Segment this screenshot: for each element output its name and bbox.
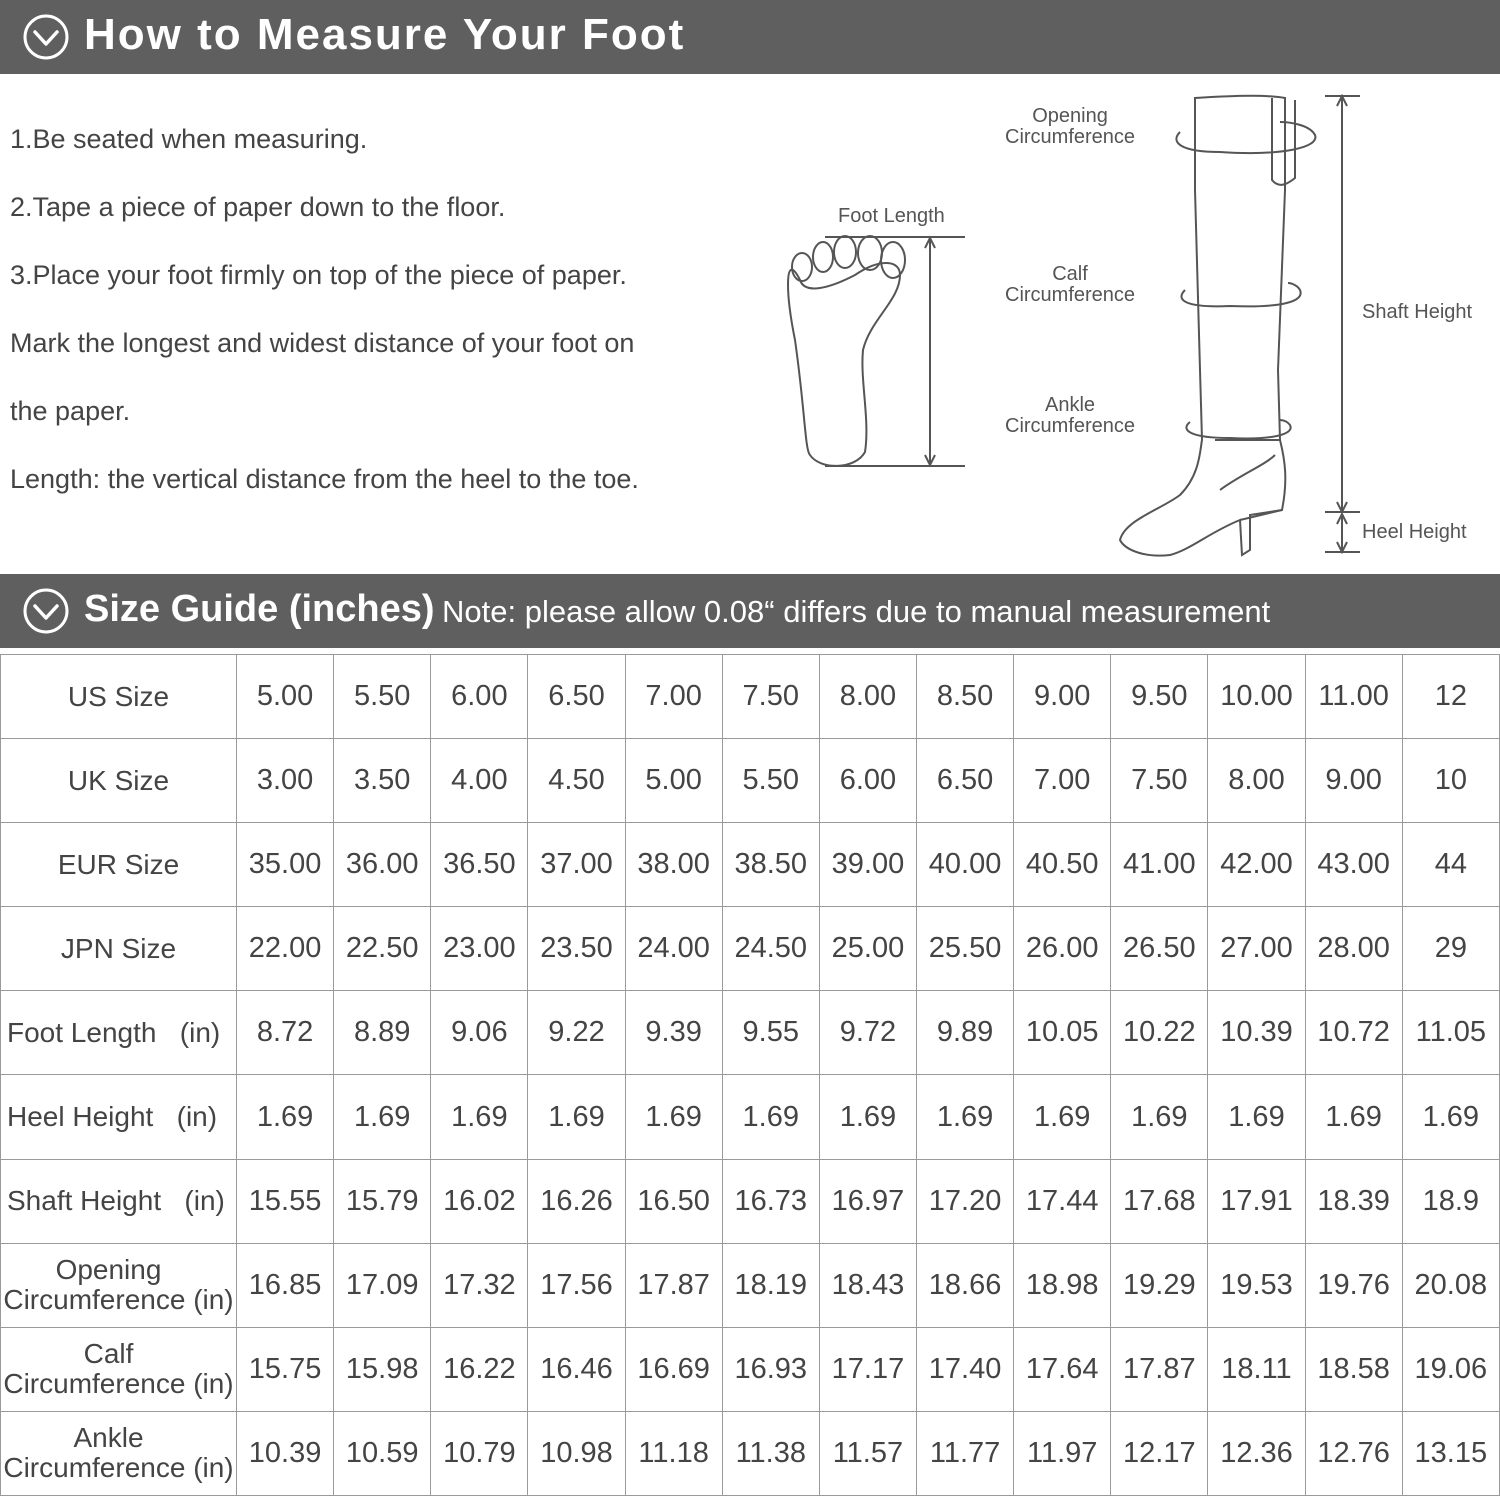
table-cell: 25.00: [819, 907, 916, 991]
table-row: [1, 1327, 1500, 1411]
row-header: UK Size: [1, 739, 237, 823]
table-cell: 17.09: [334, 1243, 431, 1327]
row-header-line1: Calf: [83, 1338, 134, 1370]
table-cell: 5.50: [334, 655, 431, 739]
table-cell: 10.72: [1305, 991, 1402, 1075]
table-cell: 16.26: [528, 1159, 625, 1243]
table-cell: 9.89: [916, 991, 1013, 1075]
table-cell: 35.00: [237, 823, 334, 907]
table-cell: 9.50: [1111, 655, 1208, 739]
table-cell: 1.69: [431, 1075, 528, 1159]
table-cell: 6.50: [916, 739, 1013, 823]
table-cell: 10.98: [528, 1411, 625, 1495]
table-cell: 10.05: [1014, 991, 1111, 1075]
table-cell: 11.05: [1402, 991, 1499, 1075]
table-cell: 19.76: [1305, 1243, 1402, 1327]
table-cell: 7.50: [722, 655, 819, 739]
row-header: [1, 1411, 237, 1495]
table-cell: 1.69: [916, 1075, 1013, 1159]
table-cell: 37.00: [528, 823, 625, 907]
table-cell: 11.77: [916, 1411, 1013, 1495]
table-cell: 44: [1402, 823, 1499, 907]
table-cell: 22.00: [237, 907, 334, 991]
table-cell: 1.69: [625, 1075, 722, 1159]
table-cell: 15.79: [334, 1159, 431, 1243]
chevron-down-circle-icon: [22, 13, 70, 61]
table-cell: 18.9: [1402, 1159, 1499, 1243]
row-header: US Size: [1, 655, 237, 739]
calf-label-line2: Circumference: [1005, 284, 1136, 306]
table-cell: 6.00: [819, 739, 916, 823]
table-cell: 9.22: [528, 991, 625, 1075]
table-cell: 17.91: [1208, 1159, 1305, 1243]
foot-boot-illustration: [760, 80, 1500, 570]
calf-label-line1: Calf: [1052, 263, 1088, 285]
table-cell: 8.00: [819, 655, 916, 739]
size-table: [0, 654, 1500, 1496]
table-cell: 43.00: [1305, 823, 1402, 907]
foot-length-label: Foot Length: [838, 205, 945, 227]
table-cell: 19.29: [1111, 1243, 1208, 1327]
table-cell: 24.50: [722, 907, 819, 991]
table-cell: 10.22: [1111, 991, 1208, 1075]
row-header: Foot Length (in): [1, 991, 237, 1075]
table-cell: 5.50: [722, 739, 819, 823]
table-cell: 1.69: [334, 1075, 431, 1159]
table-cell: 1.69: [1208, 1075, 1305, 1159]
table-cell: 19.53: [1208, 1243, 1305, 1327]
table-cell: 9.55: [722, 991, 819, 1075]
instruction-item: 1.Be seated when measuring.: [10, 124, 368, 154]
table-cell: 9.39: [625, 991, 722, 1075]
row-header: Heel Height (in): [1, 1075, 237, 1159]
table-cell: 17.17: [819, 1327, 916, 1411]
instruction-item: Mark the longest and widest distance of your foot on: [10, 328, 635, 358]
size-guide-note: Note: please allow 0.08“ differs due to manual measurement: [442, 594, 1271, 629]
table-cell: 18.66: [916, 1243, 1013, 1327]
row-header: JPN Size: [1, 907, 237, 991]
table-cell: 16.97: [819, 1159, 916, 1243]
opening-label-line1: Opening: [1032, 105, 1108, 127]
table-cell: 1.69: [237, 1075, 334, 1159]
table-cell: 8.89: [334, 991, 431, 1075]
table-row: [1, 1159, 1500, 1243]
table-cell: 16.46: [528, 1327, 625, 1411]
table-cell: 1.69: [1305, 1075, 1402, 1159]
table-cell: 38.50: [722, 823, 819, 907]
instruction-item: the paper.: [10, 396, 131, 426]
table-cell: 22.50: [334, 907, 431, 991]
table-cell: 40.50: [1014, 823, 1111, 907]
table-cell: 15.55: [237, 1159, 334, 1243]
size-guide-title: Size Guide (inches): [84, 588, 435, 630]
row-header-line1: Ankle: [73, 1422, 144, 1454]
table-cell: 12.36: [1208, 1411, 1305, 1495]
opening-label-line2: Circumference: [1005, 126, 1136, 148]
table-row: [1, 739, 1500, 823]
table-cell: 12.17: [1111, 1411, 1208, 1495]
table-cell: 4.00: [431, 739, 528, 823]
table-row: [1, 1075, 1500, 1159]
table-cell: 17.44: [1014, 1159, 1111, 1243]
table-cell: 18.39: [1305, 1159, 1402, 1243]
table-cell: 11.38: [722, 1411, 819, 1495]
table-row: [1, 907, 1500, 991]
table-cell: 7.50: [1111, 739, 1208, 823]
table-cell: 1.69: [1014, 1075, 1111, 1159]
table-cell: 16.69: [625, 1327, 722, 1411]
table-cell: 11.97: [1014, 1411, 1111, 1495]
table-cell: 5.00: [237, 655, 334, 739]
row-header-line2: Circumference (in): [3, 1284, 234, 1316]
table-cell: 16.22: [431, 1327, 528, 1411]
table-cell: 9.00: [1305, 739, 1402, 823]
table-cell: 17.64: [1014, 1327, 1111, 1411]
table-cell: 3.50: [334, 739, 431, 823]
table-cell: 16.85: [237, 1243, 334, 1327]
row-header-line2: Circumference (in): [3, 1452, 234, 1484]
instruction-item: 3.Place your foot firmly on top of the piece of paper.: [10, 260, 627, 290]
table-cell: 10.39: [1208, 991, 1305, 1075]
table-cell: 1.69: [1111, 1075, 1208, 1159]
ankle-label-line1: Ankle: [1045, 394, 1096, 416]
table-cell: 27.00: [1208, 907, 1305, 991]
table-cell: 17.87: [1111, 1327, 1208, 1411]
table-row: [1, 1243, 1500, 1327]
table-cell: 36.50: [431, 823, 528, 907]
table-cell: 15.75: [237, 1327, 334, 1411]
table-cell: 1.69: [1402, 1075, 1499, 1159]
table-row: [1, 823, 1500, 907]
table-cell: 18.19: [722, 1243, 819, 1327]
table-cell: 16.73: [722, 1159, 819, 1243]
table-cell: 12.76: [1305, 1411, 1402, 1495]
row-header: [1, 1327, 237, 1411]
row-header: EUR Size: [1, 823, 237, 907]
table-cell: 42.00: [1208, 823, 1305, 907]
opening-circumference-label: [1005, 106, 1135, 148]
table-cell: 28.00: [1305, 907, 1402, 991]
table-cell: 10: [1402, 739, 1499, 823]
ankle-circumference-label: [1005, 395, 1135, 437]
measure-header: [0, 0, 1500, 74]
instruction-item: 2.Tape a piece of paper down to the floor.: [10, 192, 506, 222]
table-cell: 19.06: [1402, 1327, 1499, 1411]
table-cell: 10.00: [1208, 655, 1305, 739]
row-header: Shaft Height (in): [1, 1159, 237, 1243]
table-cell: 1.69: [528, 1075, 625, 1159]
row-header: [1, 1243, 237, 1327]
table-cell: 16.50: [625, 1159, 722, 1243]
calf-circumference-label: [1005, 264, 1135, 306]
table-cell: 9.00: [1014, 655, 1111, 739]
table-cell: 6.50: [528, 655, 625, 739]
table-cell: 9.72: [819, 991, 916, 1075]
table-cell: 9.06: [431, 991, 528, 1075]
table-cell: 13.15: [1402, 1411, 1499, 1495]
table-row: [1, 991, 1500, 1075]
ankle-label-line2: Circumference: [1005, 415, 1136, 437]
instructions-list: [10, 120, 750, 528]
table-cell: 25.50: [916, 907, 1013, 991]
instruction-item: Length: the vertical distance from the heel to the toe.: [10, 464, 639, 494]
table-cell: 1.69: [722, 1075, 819, 1159]
table-cell: 11.57: [819, 1411, 916, 1495]
table-cell: 17.68: [1111, 1159, 1208, 1243]
row-header-line2: Circumference (in): [3, 1368, 234, 1400]
table-cell: 18.58: [1305, 1327, 1402, 1411]
table-cell: 24.00: [625, 907, 722, 991]
table-cell: 17.40: [916, 1327, 1013, 1411]
table-cell: 11.00: [1305, 655, 1402, 739]
table-cell: 6.00: [431, 655, 528, 739]
table-cell: 26.50: [1111, 907, 1208, 991]
table-cell: 4.50: [528, 739, 625, 823]
row-header-line1: Opening: [55, 1254, 162, 1286]
table-cell: 38.00: [625, 823, 722, 907]
table-cell: 7.00: [625, 655, 722, 739]
table-cell: 17.56: [528, 1243, 625, 1327]
table-cell: 10.59: [334, 1411, 431, 1495]
table-cell: 26.00: [1014, 907, 1111, 991]
measurement-diagram: [760, 80, 1500, 570]
table-cell: 5.00: [625, 739, 722, 823]
table-cell: 23.50: [528, 907, 625, 991]
table-cell: 18.98: [1014, 1243, 1111, 1327]
page-title: How to Measure Your Foot: [84, 10, 686, 59]
table-cell: 16.02: [431, 1159, 528, 1243]
shaft-height-label: Shaft Height: [1362, 301, 1473, 323]
table-cell: 17.32: [431, 1243, 528, 1327]
table-cell: 40.00: [916, 823, 1013, 907]
table-cell: 20.08: [1402, 1243, 1499, 1327]
table-cell: 17.20: [916, 1159, 1013, 1243]
table-cell: 41.00: [1111, 823, 1208, 907]
table-cell: 29: [1402, 907, 1499, 991]
table-cell: 1.69: [819, 1075, 916, 1159]
table-row: [1, 1411, 1500, 1495]
table-cell: 8.50: [916, 655, 1013, 739]
table-cell: 39.00: [819, 823, 916, 907]
table-cell: 23.00: [431, 907, 528, 991]
table-cell: 8.72: [237, 991, 334, 1075]
table-cell: 12: [1402, 655, 1499, 739]
table-cell: 18.11: [1208, 1327, 1305, 1411]
table-cell: 3.00: [237, 739, 334, 823]
table-cell: 16.93: [722, 1327, 819, 1411]
table-cell: 10.39: [237, 1411, 334, 1495]
table-cell: 7.00: [1014, 739, 1111, 823]
size-guide-header: [0, 574, 1500, 648]
table-row: [1, 655, 1500, 739]
table-cell: 15.98: [334, 1327, 431, 1411]
table-cell: 18.43: [819, 1243, 916, 1327]
table-cell: 8.00: [1208, 739, 1305, 823]
heel-height-label: Heel Height: [1362, 521, 1467, 543]
table-cell: 36.00: [334, 823, 431, 907]
table-cell: 11.18: [625, 1411, 722, 1495]
table-cell: 17.87: [625, 1243, 722, 1327]
table-cell: 10.79: [431, 1411, 528, 1495]
chevron-down-circle-icon: [22, 587, 70, 635]
